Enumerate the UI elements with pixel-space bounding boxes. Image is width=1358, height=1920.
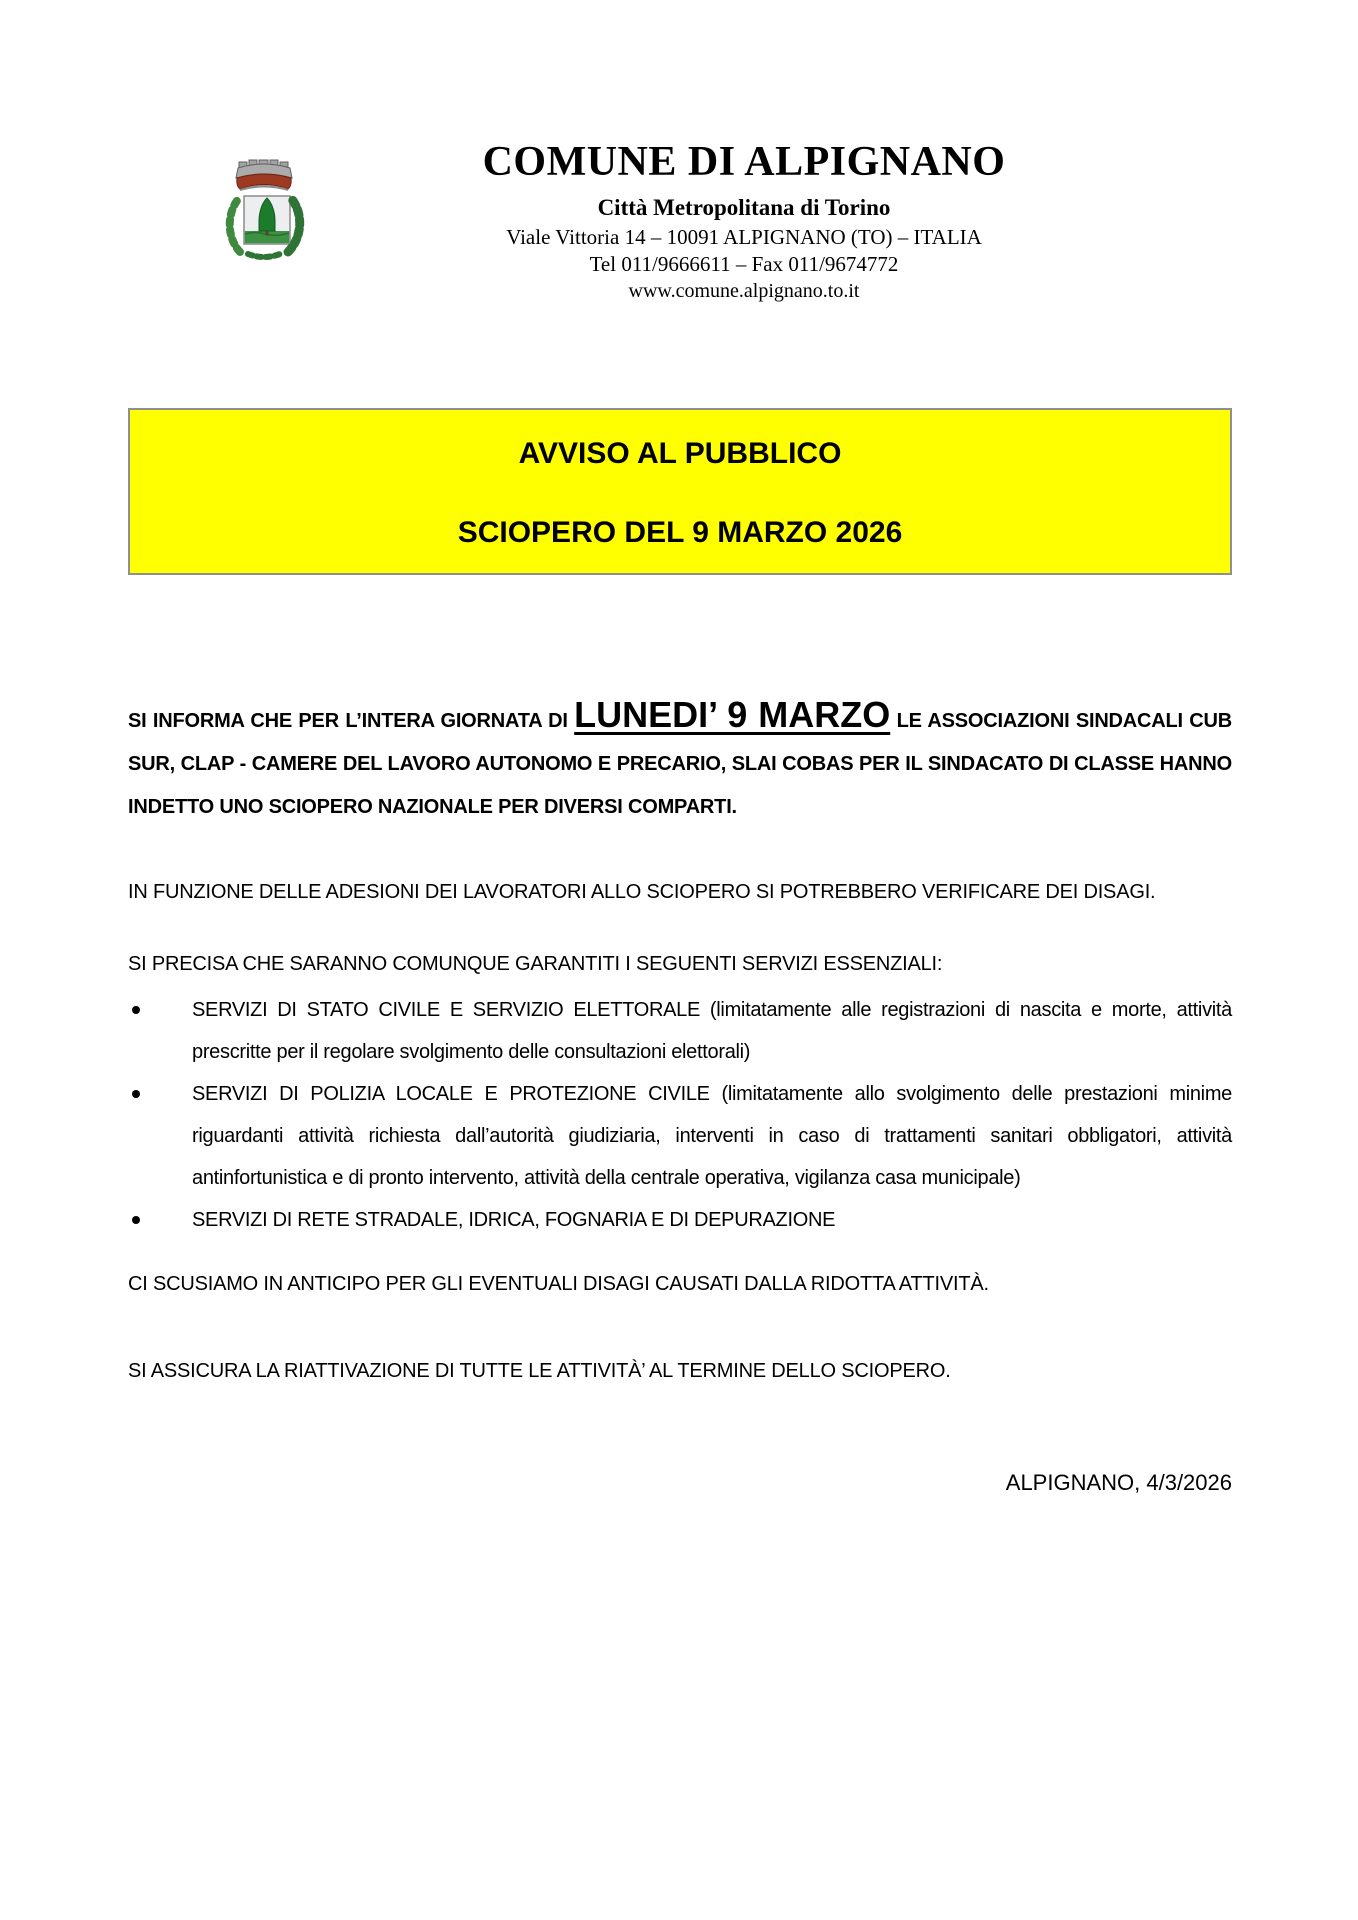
list-item-local-police-services: SERVIZI DI POLIZIA LOCALE E PROTEZIONE CIVILE (limitatamente allo svolgimento delle prestazioni minime riguardanti attività richiesta dall’autorità giudiziaria, interventi in caso di trattamenti sanitari obbligatori, attività antinfortunistica e di pronto intervento, attività della centrale operativa, vigilanza casa municipale)	[128, 1073, 1232, 1199]
banner-strike-date-title: SCIOPERO DEL 9 MARZO 2026	[457, 516, 903, 549]
letterhead	[130, 138, 1358, 305]
notice-body	[128, 694, 1233, 1504]
paragraph-strike-announcement	[128, 694, 1233, 829]
address-line: Viale Vittoria 14 – 10091 ALPIGNANO (TO) – ITALIA	[506, 225, 982, 249]
announcement-text-before: SI INFORMA CHE PER L’INTERA GIORNATA DI	[128, 710, 575, 732]
paragraph-apology: CI SCUSIAMO IN ANTICIPO PER GLI EVENTUALI DISAGI CAUSATI DALLA RIDOTTA ATTIVITÀ.	[128, 1273, 989, 1295]
website-line: www.comune.alpignano.to.it	[628, 280, 860, 302]
public-notice-banner	[128, 408, 1232, 575]
paragraph-possible-disruptions: IN FUNZIONE DELLE ADESIONI DEI LAVORATORI ALLO SCIOPERO SI POTREBBERO VERIFICARE DEI DISAGI.	[128, 881, 1156, 903]
list-item-road-water-services: SERVIZI DI RETE STRADALE, IDRICA, FOGNARIA E DI DEPURAZIONE	[128, 1199, 1232, 1241]
strike-day-highlight: LUNEDI’ 9 MARZO	[574, 694, 891, 735]
guaranteed-services-list	[128, 989, 1232, 1241]
banner-title: AVVISO AL PUBBLICO	[518, 437, 842, 470]
list-item-civil-status-services: SERVIZI DI STATO CIVILE E SERVIZIO ELETTORALE (limitatamente alle registrazioni di nascita e morte, attività prescritte per il regolare svolgimento delle consultazioni elettorali)	[128, 989, 1232, 1073]
paragraph-guaranteed-services-intro: SI PRECISA CHE SARANNO COMUNQUE GARANTITI I SEGUENTI SERVIZI ESSENZIALI:	[128, 953, 943, 975]
announcement-text-after: LE ASSOCIAZIONI SINDACALI CUB SUR, CLAP - CAMERE DEL LAVORO AUTONOMO E PRECARIO, SLAI COBAS PER IL SINDACATO DI CLASSE HANNO INDETTO UNO SCIOPERO NAZIONALE PER DIVERSI COMPARTI.	[128, 710, 1233, 818]
municipality-name: COMUNE DI ALPIGNANO	[482, 139, 1006, 185]
paragraph-resumption-assurance: SI ASSICURA LA RIATTIVAZIONE DI TUTTE LE ATTIVITÀ’ AL TERMINE DELLO SCIOPERO.	[128, 1360, 951, 1382]
metropolitan-city-subtitle: Città Metropolitana di Torino	[597, 195, 891, 220]
place-and-date: ALPIGNANO, 4/3/2026	[1005, 1470, 1232, 1495]
phone-fax-line: Tel 011/9666611 – Fax 011/9674772	[589, 252, 899, 276]
